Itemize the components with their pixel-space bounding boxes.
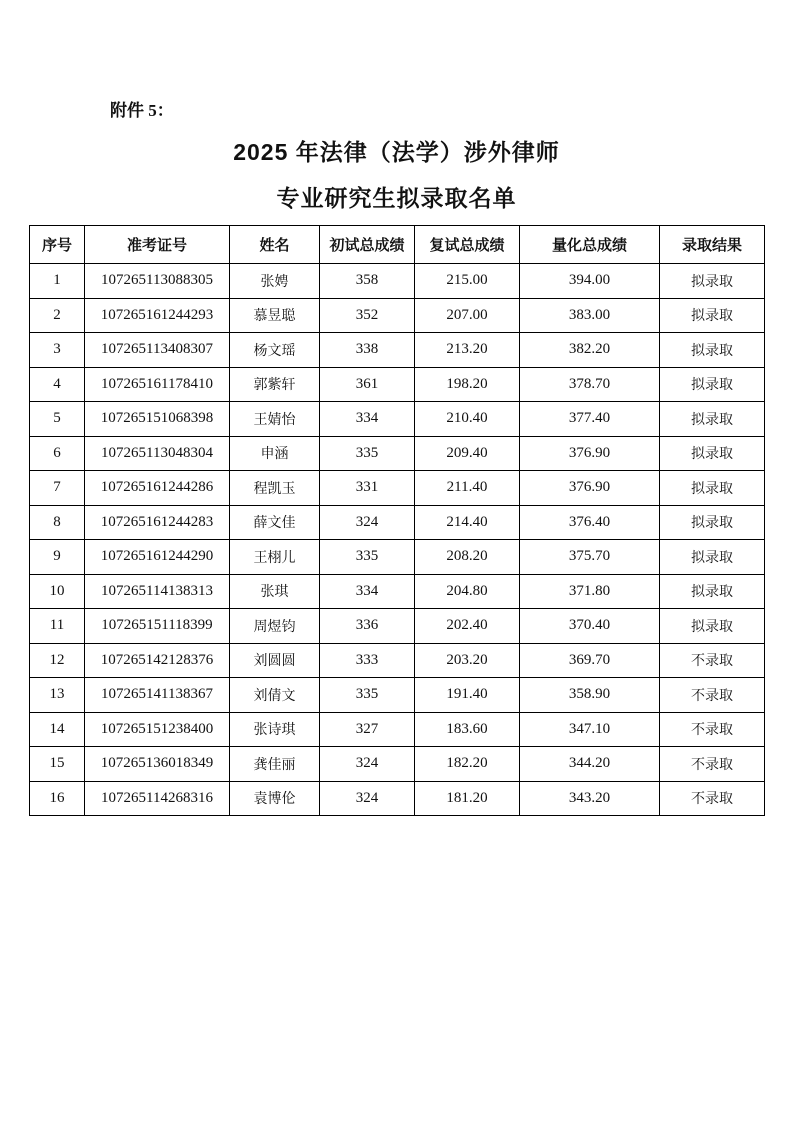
cell-exam_id: 107265114138313 (85, 574, 230, 609)
cell-exam_id: 107265151118399 (85, 609, 230, 644)
cell-exam_id: 107265114268316 (85, 781, 230, 816)
cell-retest_score: 183.60 (415, 712, 520, 747)
cell-quantified_score: 343.20 (520, 781, 660, 816)
cell-name: 郭紫轩 (230, 367, 320, 402)
table-row (30, 264, 765, 299)
cell-quantified_score: 375.70 (520, 540, 660, 575)
cell-result: 拟录取 (660, 609, 765, 644)
cell-initial_score: 331 (320, 471, 415, 506)
cell-no: 2 (30, 298, 85, 333)
cell-no: 5 (30, 402, 85, 437)
cell-quantified_score: 344.20 (520, 747, 660, 782)
table-row (30, 298, 765, 333)
cell-name: 张诗琪 (230, 712, 320, 747)
cell-exam_id: 107265161244286 (85, 471, 230, 506)
table-row (30, 402, 765, 437)
document-title-line1: 2025 年法律（法学）涉外律师 (233, 139, 560, 165)
cell-initial_score: 334 (320, 574, 415, 609)
cell-initial_score: 338 (320, 333, 415, 368)
cell-retest_score: 203.20 (415, 643, 520, 678)
cell-no: 11 (30, 609, 85, 644)
header-cell: 复试总成绩 (415, 226, 520, 264)
cell-result: 拟录取 (660, 540, 765, 575)
cell-retest_score: 181.20 (415, 781, 520, 816)
cell-retest_score: 202.40 (415, 609, 520, 644)
cell-retest_score: 198.20 (415, 367, 520, 402)
cell-name: 袁博伦 (230, 781, 320, 816)
cell-quantified_score: 378.70 (520, 367, 660, 402)
cell-quantified_score: 377.40 (520, 402, 660, 437)
cell-no: 15 (30, 747, 85, 782)
cell-retest_score: 211.40 (415, 471, 520, 506)
cell-result: 拟录取 (660, 471, 765, 506)
header-cell: 量化总成绩 (520, 226, 660, 264)
cell-result: 不录取 (660, 781, 765, 816)
cell-quantified_score: 394.00 (520, 264, 660, 299)
cell-name: 慕昱聪 (230, 298, 320, 333)
cell-result: 不录取 (660, 643, 765, 678)
cell-name: 薛文佳 (230, 505, 320, 540)
cell-result: 不录取 (660, 747, 765, 782)
header-cell: 序号 (30, 226, 85, 264)
table-row (30, 781, 765, 816)
cell-initial_score: 352 (320, 298, 415, 333)
header-cell: 初试总成绩 (320, 226, 415, 264)
cell-initial_score: 327 (320, 712, 415, 747)
cell-initial_score: 335 (320, 436, 415, 471)
cell-quantified_score: 382.20 (520, 333, 660, 368)
cell-exam_id: 107265113048304 (85, 436, 230, 471)
cell-quantified_score: 347.10 (520, 712, 660, 747)
cell-exam_id: 107265161244283 (85, 505, 230, 540)
cell-initial_score: 358 (320, 264, 415, 299)
table-row (30, 436, 765, 471)
header-cell: 准考证号 (85, 226, 230, 264)
cell-name: 王栩儿 (230, 540, 320, 575)
cell-quantified_score: 370.40 (520, 609, 660, 644)
cell-no: 6 (30, 436, 85, 471)
table-row (30, 574, 765, 609)
cell-exam_id: 107265136018349 (85, 747, 230, 782)
header-cell: 录取结果 (660, 226, 765, 264)
cell-initial_score: 336 (320, 609, 415, 644)
cell-name: 杨文瑶 (230, 333, 320, 368)
cell-retest_score: 182.20 (415, 747, 520, 782)
table-row (30, 540, 765, 575)
cell-result: 拟录取 (660, 264, 765, 299)
cell-result: 不录取 (660, 712, 765, 747)
cell-exam_id: 107265113408307 (85, 333, 230, 368)
cell-quantified_score: 371.80 (520, 574, 660, 609)
cell-quantified_score: 369.70 (520, 643, 660, 678)
cell-retest_score: 207.00 (415, 298, 520, 333)
cell-no: 10 (30, 574, 85, 609)
cell-no: 12 (30, 643, 85, 678)
document-title-line2: 专业研究生拟录取名单 (276, 185, 517, 211)
table-row (30, 747, 765, 782)
cell-quantified_score: 376.90 (520, 436, 660, 471)
cell-result: 拟录取 (660, 333, 765, 368)
cell-exam_id: 107265142128376 (85, 643, 230, 678)
cell-name: 张琪 (230, 574, 320, 609)
table-row (30, 505, 765, 540)
cell-exam_id: 107265113088305 (85, 264, 230, 299)
cell-quantified_score: 376.40 (520, 505, 660, 540)
cell-no: 9 (30, 540, 85, 575)
cell-exam_id: 107265151238400 (85, 712, 230, 747)
cell-name: 程凯玉 (230, 471, 320, 506)
cell-no: 4 (30, 367, 85, 402)
table-row (30, 367, 765, 402)
cell-retest_score: 204.80 (415, 574, 520, 609)
cell-initial_score: 361 (320, 367, 415, 402)
cell-name: 张娉 (230, 264, 320, 299)
table-row (30, 471, 765, 506)
table-row (30, 643, 765, 678)
cell-retest_score: 213.20 (415, 333, 520, 368)
cell-retest_score: 208.20 (415, 540, 520, 575)
cell-initial_score: 335 (320, 678, 415, 713)
cell-initial_score: 324 (320, 781, 415, 816)
cell-result: 拟录取 (660, 505, 765, 540)
header-cell: 姓名 (230, 226, 320, 264)
cell-no: 13 (30, 678, 85, 713)
cell-no: 14 (30, 712, 85, 747)
cell-retest_score: 209.40 (415, 436, 520, 471)
cell-quantified_score: 358.90 (520, 678, 660, 713)
cell-retest_score: 210.40 (415, 402, 520, 437)
table-row (30, 333, 765, 368)
cell-quantified_score: 376.90 (520, 471, 660, 506)
cell-name: 周煜钧 (230, 609, 320, 644)
cell-exam_id: 107265161244290 (85, 540, 230, 575)
cell-retest_score: 215.00 (415, 264, 520, 299)
table-header-row (30, 226, 765, 264)
cell-initial_score: 334 (320, 402, 415, 437)
cell-result: 拟录取 (660, 436, 765, 471)
cell-no: 1 (30, 264, 85, 299)
cell-initial_score: 335 (320, 540, 415, 575)
cell-result: 拟录取 (660, 298, 765, 333)
cell-result: 拟录取 (660, 367, 765, 402)
cell-quantified_score: 383.00 (520, 298, 660, 333)
cell-no: 7 (30, 471, 85, 506)
admission-table (29, 225, 765, 816)
cell-retest_score: 214.40 (415, 505, 520, 540)
cell-result: 拟录取 (660, 402, 765, 437)
table-body (30, 264, 765, 816)
cell-no: 3 (30, 333, 85, 368)
table-row (30, 609, 765, 644)
cell-no: 16 (30, 781, 85, 816)
cell-initial_score: 324 (320, 747, 415, 782)
cell-name: 刘圆圆 (230, 643, 320, 678)
cell-name: 龚佳丽 (230, 747, 320, 782)
table-row (30, 712, 765, 747)
table-row (30, 678, 765, 713)
cell-name: 王婧怡 (230, 402, 320, 437)
cell-initial_score: 333 (320, 643, 415, 678)
cell-result: 不录取 (660, 678, 765, 713)
cell-retest_score: 191.40 (415, 678, 520, 713)
cell-initial_score: 324 (320, 505, 415, 540)
cell-exam_id: 107265161244293 (85, 298, 230, 333)
cell-exam_id: 107265141138367 (85, 678, 230, 713)
cell-name: 刘倩文 (230, 678, 320, 713)
cell-exam_id: 107265151068398 (85, 402, 230, 437)
cell-no: 8 (30, 505, 85, 540)
attachment-label: 附件 5： (110, 101, 174, 120)
cell-name: 申涵 (230, 436, 320, 471)
cell-exam_id: 107265161178410 (85, 367, 230, 402)
cell-result: 拟录取 (660, 574, 765, 609)
